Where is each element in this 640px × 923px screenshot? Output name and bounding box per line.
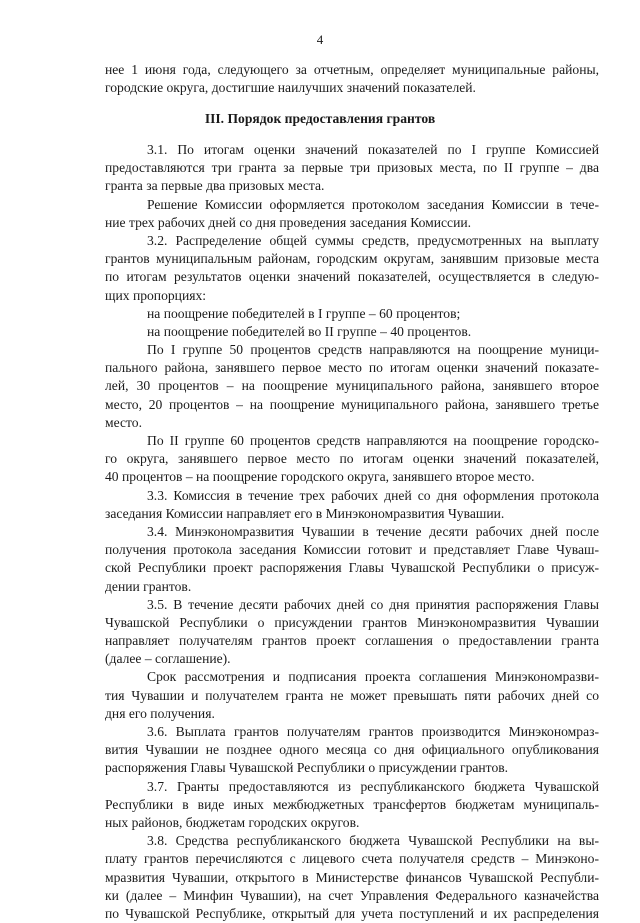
text-line: 3.1. По итогам оценки значений показателей по I группе Комиссией — [147, 142, 599, 157]
section-heading: III. Порядок предоставления грантов — [204, 111, 436, 126]
list-item-group-1 — [105, 305, 599, 323]
text-line: тия Чувашии и получателем гранта не может превышать пяти рабочих дней со — [105, 687, 599, 703]
text-line: пального района, занявшего первое место по итогам оценки значений показате- — [105, 360, 599, 376]
text-line: По I группе 50 процентов средств направляются на поощрение муници- — [147, 342, 599, 358]
text-line: По II группе 60 процентов средств направляются на поощрение городско- — [147, 433, 599, 448]
text-line: плату грантов перечисляются с лицевого счета получателя средств – Минэконо- — [105, 851, 599, 867]
section-body — [105, 141, 599, 923]
paragraph-3-8 — [105, 832, 599, 923]
text-line: предоставляются три гранта за первые три призовых места, по II группе – два — [105, 160, 599, 176]
text-line: грантов муниципальным районам, городским округам, занявшим призовые места — [105, 251, 599, 267]
text-line: нее 1 июня года, следующего за отчетным, определяет муниципальные районы, — [105, 62, 599, 77]
text-line: распоряжения Главы Чувашской Республики о присуждении грантов. — [105, 760, 509, 776]
text-line: 3.5. В течение десяти рабочих дней со дня принятия распоряжения Главы — [147, 596, 599, 612]
text-line: заседания Комиссии направляет его в Минэкономразвития Чувашии. — [105, 505, 505, 521]
text-line: получения протокола заседания Комиссии готовит и представляет Главе Чуваш- — [105, 542, 599, 558]
text-line: ние трех рабочих дней со дня проведения заседания Комиссии. — [105, 214, 472, 230]
text-line: 3.3. Комиссия в течение трех рабочих дней со дня оформления протокола — [147, 487, 599, 503]
text-line: ской Республики проект распоряжения Главы Чувашской Республики о присуж- — [105, 560, 599, 576]
paragraph-3-1 — [105, 141, 599, 196]
text-line: на поощрение победителей в I группе – 60 процентов; — [147, 305, 461, 321]
paragraph-term — [105, 668, 599, 723]
text-line: направляет получателям грантов проект соглашения о предоставлении гранта — [105, 633, 599, 649]
text-line: ных районов, бюджетам городских округов. — [105, 814, 360, 830]
paragraph-3-4 — [105, 523, 599, 596]
text-line: Решение Комиссии оформляется протоколом заседания Комиссии в тече- — [147, 196, 599, 212]
text-line: го округа, занявшего первое место по итогам оценки значений показателей, — [105, 451, 599, 467]
text-line: 3.8. Средства республиканского бюджета Чувашской Республики на вы- — [147, 833, 599, 849]
text-line: Чувашской Республики о присуждении грантов Минэкономразвития Чувашии — [105, 614, 599, 630]
text-line: городские округа, достигшие наилучших значений показателей. — [105, 80, 476, 96]
page-number: 4 — [316, 32, 324, 47]
text-line: лей, 30 процентов – на поощрение муниципального района, занявшего второе — [105, 378, 599, 394]
paragraph-3-6 — [105, 723, 599, 778]
paragraph-group-2-split — [105, 432, 599, 487]
text-line: по Чувашской Республике, открытый для учета поступлений и их распределения — [105, 905, 599, 921]
text-line: Республики в виде иных межбюджетных трансфертов бюджетам муниципаль- — [105, 796, 599, 812]
paragraph-group-1-split — [105, 341, 599, 432]
text-line: 40 процентов – на поощрение городского округа, занявшего второе место. — [105, 469, 535, 485]
intro-text — [105, 61, 599, 97]
text-line: щих пропорциях: — [105, 287, 207, 303]
text-line: мразвития Чувашии, открытого в Министерстве финансов Чувашской Республи- — [105, 869, 599, 885]
paragraph-3-5 — [105, 596, 599, 669]
text-line: 3.6. Выплата грантов получателям грантов производится Минэкономраз- — [147, 724, 599, 739]
text-line: (далее – соглашение). — [105, 651, 231, 667]
text-line: вития Чувашии не позднее одного месяца со дня официального опубликования — [105, 742, 599, 758]
text-line: место, 20 процентов – на поощрение муниципального района, занявшего третье — [105, 396, 599, 412]
text-line: 3.7. Гранты предоставляются из республиканского бюджета Чувашской — [147, 778, 599, 794]
text-line: 3.2. Распределение общей суммы средств, предусмотренных на выплату — [147, 232, 599, 248]
paragraph-3-2 — [105, 232, 599, 305]
text-line: дня его получения. — [105, 705, 215, 721]
text-line: на поощрение победителей во II группе – 40 процентов. — [147, 323, 472, 339]
text-line: 3.4. Минэкономразвития Чувашии в течение десяти рабочих дней после — [147, 523, 599, 539]
list-item-group-2 — [105, 323, 599, 341]
text-line: гранта за первые два призовых места. — [105, 178, 325, 194]
text-line: по итогам результатов оценки значений показателей, осуществляется в следую- — [105, 269, 599, 285]
text-line: ки (далее – Минфин Чувашии), на счет Управления Федерального казначейства — [105, 887, 599, 903]
text-line: дении грантов. — [105, 578, 192, 594]
paragraph-3-7 — [105, 778, 599, 833]
paragraph-3-3 — [105, 487, 599, 523]
text-line: место. — [105, 414, 142, 430]
paragraph-decision — [105, 196, 599, 232]
text-line: Срок рассмотрения и подписания проекта соглашения Минэкономразви- — [147, 669, 599, 685]
